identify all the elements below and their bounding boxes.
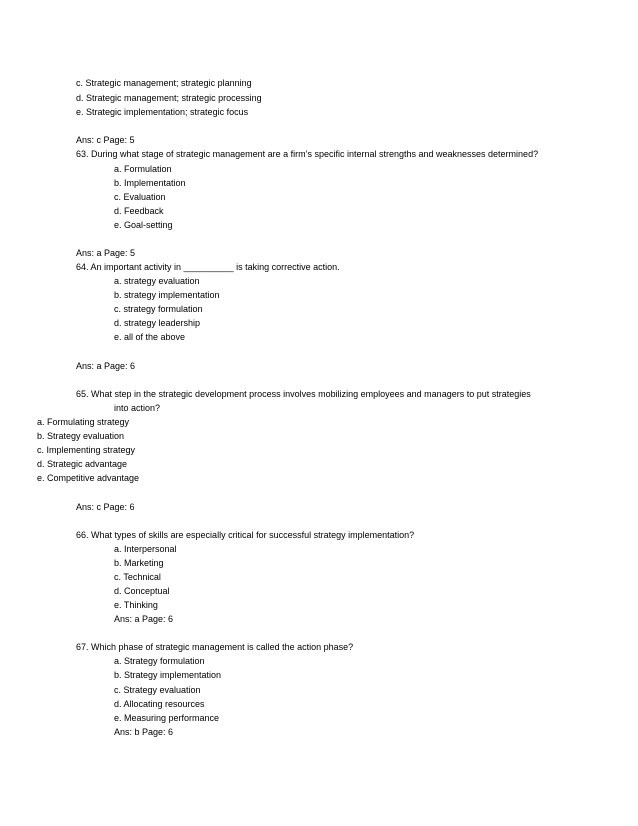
q67-option-b: b. Strategy implementation (114, 670, 222, 680)
q64-option-d: d. strategy leadership (114, 318, 201, 328)
q64-option-a: a. strategy evaluation (114, 276, 200, 286)
q65-option-a: a. Formulating strategy (37, 417, 130, 427)
q62-option-c: c. Strategic management; strategic planning (76, 78, 252, 88)
q63-option-d: d. Feedback (114, 206, 164, 216)
q67-option-c: c. Strategy evaluation (114, 685, 201, 695)
q64-option-c: c. strategy formulation (114, 304, 203, 314)
q67-question: 67. Which phase of strategic management is called the action phase? (76, 642, 354, 652)
q66-option-b: b. Marketing (114, 558, 164, 568)
q66-option-e: e. Thinking (114, 600, 158, 610)
q63-option-c: c. Evaluation (114, 192, 166, 202)
q65-option-e: e. Competitive advantage (37, 473, 140, 483)
q62-option-e: e. Strategic implementation; strategic focus (76, 107, 249, 117)
q64-answer: Ans: a Page: 6 (76, 361, 136, 371)
q63-answer: Ans: a Page: 5 (76, 248, 136, 258)
q62-option-d: d. Strategic management; strategic processing (76, 93, 262, 103)
q66-option-d: d. Conceptual (114, 586, 170, 596)
q66-question: 66. What types of skills are especially critical for successful strategy implementation? (76, 530, 415, 540)
q64-option-b: b. strategy implementation (114, 290, 220, 300)
q67-answer: Ans: b Page: 6 (114, 727, 174, 737)
q65-answer: Ans: c Page: 6 (76, 502, 135, 512)
q63-question: 63. During what stage of strategic management are a firm’s specific internal strengths and weaknesses determined? (76, 149, 539, 159)
q62-answer: Ans: c Page: 5 (76, 135, 135, 145)
q65-option-d: d. Strategic advantage (37, 459, 128, 469)
q67-option-e: e. Measuring performance (114, 713, 220, 723)
q63-option-a: a. Formulation (114, 164, 172, 174)
q66-answer: Ans: a Page: 6 (114, 614, 174, 624)
q65-question-line2: into action? (114, 403, 161, 413)
q64-question: 64. An important activity in __________ is taking corrective action. (76, 262, 340, 272)
q63-option-e: e. Goal-setting (114, 220, 173, 230)
q63-option-b: b. Implementation (114, 178, 186, 188)
q66-option-a: a. Interpersonal (114, 544, 177, 554)
q67-option-d: d. Allocating resources (114, 699, 205, 709)
q65-question-line1: 65. What step in the strategic development process involves mobilizing employees and managers to put strategies (76, 389, 531, 399)
q65-option-c: c. Implementing strategy (37, 445, 136, 455)
q64-option-e: e. all of the above (114, 332, 186, 342)
q67-option-a: a. Strategy formulation (114, 656, 205, 666)
q65-option-b: b. Strategy evaluation (37, 431, 125, 441)
q66-option-c: c. Technical (114, 572, 161, 582)
